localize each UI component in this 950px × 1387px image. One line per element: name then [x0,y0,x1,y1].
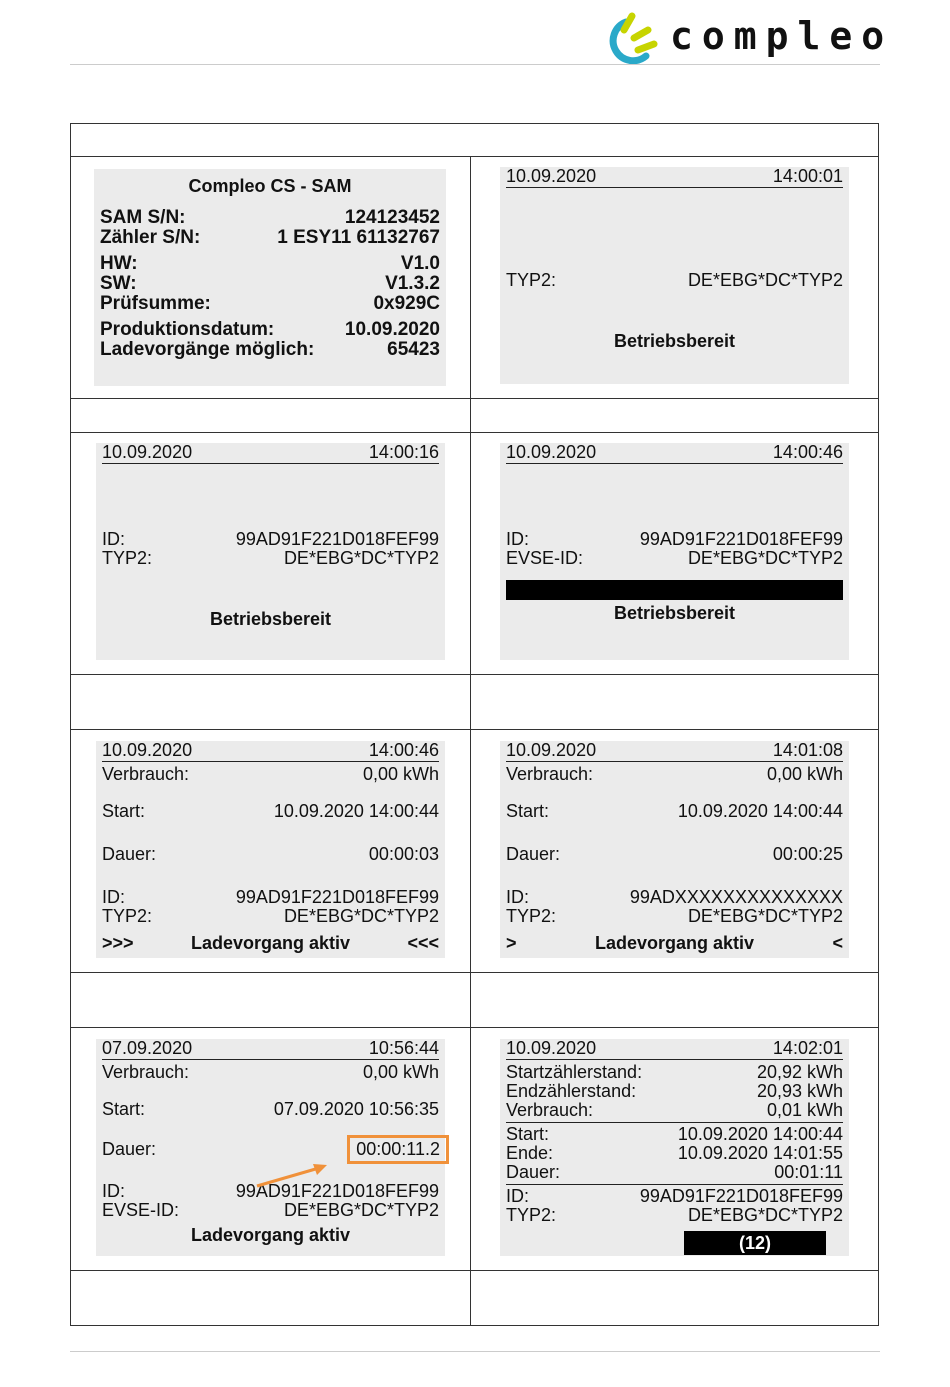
evse-id-row: EVSE-ID: DE*EBG*DC*TYP2 [102,1200,439,1220]
table-rule [70,972,879,973]
datetime-row [506,167,843,188]
startzaehler-row: Startzählerstand: 20,92 kWh [506,1062,843,1082]
sam-row: Zähler S/N: 1 ESY11 61132767 [100,227,440,248]
status-text: Betriebsbereit [209,609,332,629]
verbrauch-row: Verbrauch: 0,00 kWh [506,764,843,784]
typ-row: TYP2: DE*EBG*DC*TYP2 [102,906,439,926]
status-row: >>> Ladevorgang aktiv <<< [102,933,439,953]
date: 10.09.2020 [506,166,597,186]
ready-display-2 [96,443,445,660]
evse-id-row: EVSE-ID: DE*EBG*DC*TYP2 [506,548,843,568]
table-rule [70,674,879,675]
sam-row: Produktionsdatum: 10.09.2020 [100,319,440,340]
verbrauch-row: Verbrauch: 0,01 kWh [506,1101,843,1123]
sam-row: Prüfsumme: 0x929C [100,293,440,314]
page-header [0,0,950,70]
progress-bar [506,580,843,600]
compleo-logo [604,8,894,64]
sam-row: HW: V1.0 [100,253,440,274]
session-count-badge: (12) [684,1231,826,1255]
ende-row: Ende: 10.09.2020 14:01:55 [506,1143,843,1163]
dauer-row: Dauer: 00:00:03 [102,844,439,864]
table-rule [70,1027,879,1028]
compleo-wordmark: compleo [670,14,894,58]
datetime-row: 10.09.2020 14:02:01 [506,1038,843,1058]
ready-display-1 [500,167,849,384]
compleo-logo-icon [604,8,664,64]
status-text: Ladevorgang aktiv [190,1225,351,1245]
footer-divider [70,1351,880,1352]
charging-display-1 [96,741,445,958]
date: 10.09.2020 [102,442,193,462]
verbrauch-row: Verbrauch: 0,00 kWh [102,1062,439,1082]
id-row: ID: 99AD91F221D018FEF99 [102,529,439,549]
id-row: ID: 99AD91F221D018FEF99 [506,529,843,549]
status-row: > Ladevorgang aktiv < [506,933,843,953]
time: 14:00:46 [772,442,843,462]
datetime-row [102,443,439,464]
table-rule [70,432,879,433]
datetime-row: 10.09.2020 14:00:46 [102,740,439,760]
summary-display [500,1039,849,1256]
datetime-row: 10.09.2020 14:01:08 [506,740,843,760]
table-column-rule [470,156,471,1326]
charging-display-3 [96,1039,445,1256]
id-row: ID: 99ADXXXXXXXXXXXXXX [506,887,843,907]
endzaehler-row: Endzählerstand: 20,93 kWh [506,1081,843,1101]
typ-row: TYP2: DE*EBG*DC*TYP2 [506,906,843,926]
start-row: Start: 07.09.2020 10:56:35 [102,1099,439,1119]
start-row: Start: 10.09.2020 14:00:44 [102,801,439,821]
status-text: Betriebsbereit [613,603,736,623]
id-row: ID: 99AD91F221D018FEF99 [102,887,439,907]
ready-display-3 [500,443,849,660]
table-rule [70,729,879,730]
time: 14:00:16 [368,442,439,462]
highlight-arrow-icon [255,1162,335,1192]
table-rule [70,398,879,399]
dauer-row: Dauer: 00:00:11.2 [102,1135,439,1164]
time: 14:00:01 [772,166,843,186]
dauer-row: Dauer: 00:01:11 [506,1163,843,1185]
datetime-row: 07.09.2020 10:56:44 [102,1038,439,1058]
start-row: Start: 10.09.2020 14:00:44 [506,801,843,821]
sam-row: SW: V1.3.2 [100,273,440,294]
typ-row: TYP2: DE*EBG*DC*TYP2 [506,1205,843,1225]
sam-title: Compleo CS - SAM [188,176,352,196]
charging-display-2 [500,741,849,958]
date: 10.09.2020 [506,442,597,462]
sam-info-display [94,169,446,386]
id-row: ID: 99AD91F221D018FEF99 [506,1186,843,1206]
datetime-row [506,443,843,464]
id-row: ID: 99AD91F221D018FEF99 [102,1181,439,1201]
table-rule [70,156,879,157]
start-row: Start: 10.09.2020 14:00:44 [506,1124,843,1144]
typ-row: TYP2: DE*EBG*DC*TYP2 [506,270,843,290]
typ-row: TYP2: DE*EBG*DC*TYP2 [102,548,439,568]
verbrauch-row: Verbrauch: 0,00 kWh [102,764,439,784]
dauer-highlight: 00:00:11.2 [347,1135,449,1164]
dauer-row: Dauer: 00:00:25 [506,844,843,864]
sam-row: SAM S/N: 124123452 [100,207,440,228]
sam-row: Ladevorgänge möglich: 65423 [100,339,440,360]
status-text: Betriebsbereit [613,331,736,351]
header-divider [70,64,880,65]
table-rule [70,1270,879,1271]
